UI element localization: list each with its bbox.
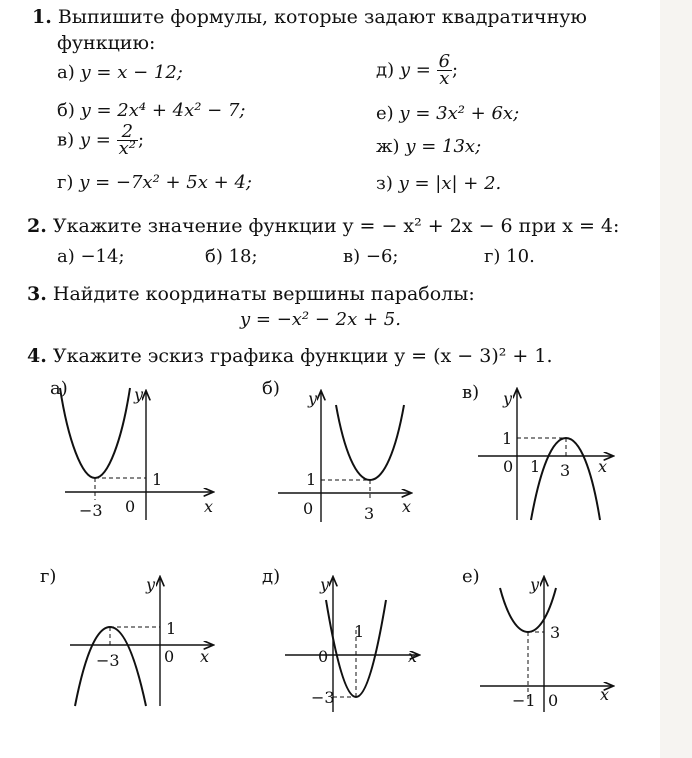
- q1-option-d-lhs: y =: [399, 59, 431, 81]
- graph-g-x-label: x: [200, 647, 210, 666]
- graph-v-y-label: y: [503, 389, 513, 408]
- q3-text: Найдите координаты вершины параболы:: [52, 283, 475, 305]
- adjacent-page-edge: [660, 0, 692, 758]
- graph-e-tick-3: 3: [550, 623, 561, 642]
- q1-option-zh-formula: y = 13x;: [405, 136, 482, 157]
- q1-option-v-semicolon: ;: [137, 129, 145, 151]
- graph-d: [285, 575, 418, 712]
- graph-e-tick-neg1: −1: [512, 691, 536, 710]
- graph-v-tick-1x: 1: [530, 457, 541, 476]
- graph-g-y-label: y: [146, 575, 156, 594]
- graph-g-tick-1: 1: [166, 619, 177, 638]
- graph-d-tick-0: 0: [318, 647, 329, 666]
- q4-text: Укажите эскиз графика функции y = (x − 3)² + 1.: [52, 345, 553, 367]
- q4-number: 4.: [27, 345, 47, 367]
- q1-option-v-numerator: 2: [117, 124, 138, 141]
- q1-text-line2: функцию:: [57, 32, 156, 54]
- graph-b-tick-3: 3: [364, 504, 375, 523]
- graph-b-x-label: x: [402, 497, 412, 516]
- q2-option-v: в) −6;: [343, 246, 399, 267]
- graph-a-tick-0: 0: [125, 497, 136, 516]
- q1-text: Выпишите формулы, которые задают квадратичную: [57, 6, 587, 28]
- graph-v-x-label: x: [598, 457, 608, 476]
- graph-d-tick-neg3: −3: [311, 688, 335, 707]
- graph-v: [478, 389, 612, 520]
- graph-b-tick-1: 1: [306, 470, 317, 489]
- graph-a-y-label: y: [134, 385, 144, 404]
- q3-number: 3.: [27, 283, 47, 305]
- q1-option-d-denominator: x: [439, 68, 450, 89]
- graph-b-label: б): [262, 378, 280, 399]
- q1-option-e-formula: y = 3x² + 6x;: [399, 103, 520, 124]
- q1-option-a-formula: y = x − 12;: [80, 62, 183, 83]
- q1-option-d-label: д): [376, 59, 395, 81]
- q1-option-zh-label: ж): [376, 136, 400, 157]
- q1-option-v-label: в): [57, 129, 75, 151]
- q1-option-z-label: з): [376, 173, 393, 194]
- q2-option-a: а) −14;: [57, 246, 125, 267]
- q1-option-a-label: а): [57, 62, 75, 83]
- graph-v-tick-1y: 1: [502, 429, 513, 448]
- graph-v-tick-0: 0: [503, 457, 514, 476]
- graph-b-parabola: [336, 405, 404, 480]
- q1-option-e-label: е): [376, 103, 394, 124]
- graph-b: [278, 389, 411, 523]
- q1-option-b-formula: y = 2x⁴ + 4x² − 7;: [80, 100, 246, 121]
- q1-option-b-label: б): [57, 100, 75, 121]
- graph-a-x-label: x: [204, 497, 214, 516]
- q1-option-d-semicolon: ;: [452, 59, 459, 81]
- q1-option-v-denominator: x²: [118, 138, 136, 159]
- graph-e-y-label: y: [530, 575, 540, 594]
- q1-option-z-formula: y = |x| + 2.: [398, 173, 502, 194]
- q1-option-g-label: г): [57, 172, 74, 193]
- graph-a-label: а): [50, 378, 68, 399]
- graph-e: [480, 575, 612, 712]
- graph-e-tick-0: 0: [548, 691, 559, 710]
- graph-v-tick-3: 3: [560, 461, 571, 480]
- graph-d-label: д): [262, 566, 281, 587]
- q1-number: 1.: [32, 6, 52, 28]
- graph-e-label: е): [462, 566, 480, 587]
- q1-option-d-numerator: 6: [438, 51, 451, 72]
- q2-number: 2.: [27, 215, 47, 237]
- graph-b-y-label: y: [308, 389, 318, 408]
- q2-option-g: г) 10.: [484, 246, 535, 267]
- graph-e-parabola: [500, 588, 556, 632]
- graph-b-tick-0: 0: [303, 499, 314, 518]
- q1-option-v-lhs: y =: [79, 129, 111, 151]
- graph-e-x-label: x: [600, 685, 610, 704]
- graph-a-tick-1: 1: [152, 470, 163, 489]
- q2-text: Укажите значение функции y = − x² + 2x − 6 при x = 4:: [52, 215, 620, 237]
- graph-a: [60, 385, 213, 520]
- graph-a-tick-neg3: −3: [79, 501, 103, 520]
- graph-d-tick-1: 1: [354, 622, 365, 641]
- graph-v-label: в): [462, 382, 480, 403]
- graph-d-x-label: x: [408, 647, 418, 666]
- graph-g-tick-0: 0: [164, 647, 175, 666]
- q2-option-b: б) 18;: [205, 246, 258, 267]
- q1-option-g-formula: y = −7x² + 5x + 4;: [79, 172, 252, 193]
- graph-d-y-label: y: [320, 575, 330, 594]
- graph-g-label: г): [40, 566, 57, 587]
- graph-a-parabola: [60, 388, 130, 478]
- q3-formula: y = −x² − 2x + 5.: [240, 309, 401, 330]
- graph-g-tick-neg3: −3: [96, 651, 120, 670]
- graph-g: [70, 575, 212, 706]
